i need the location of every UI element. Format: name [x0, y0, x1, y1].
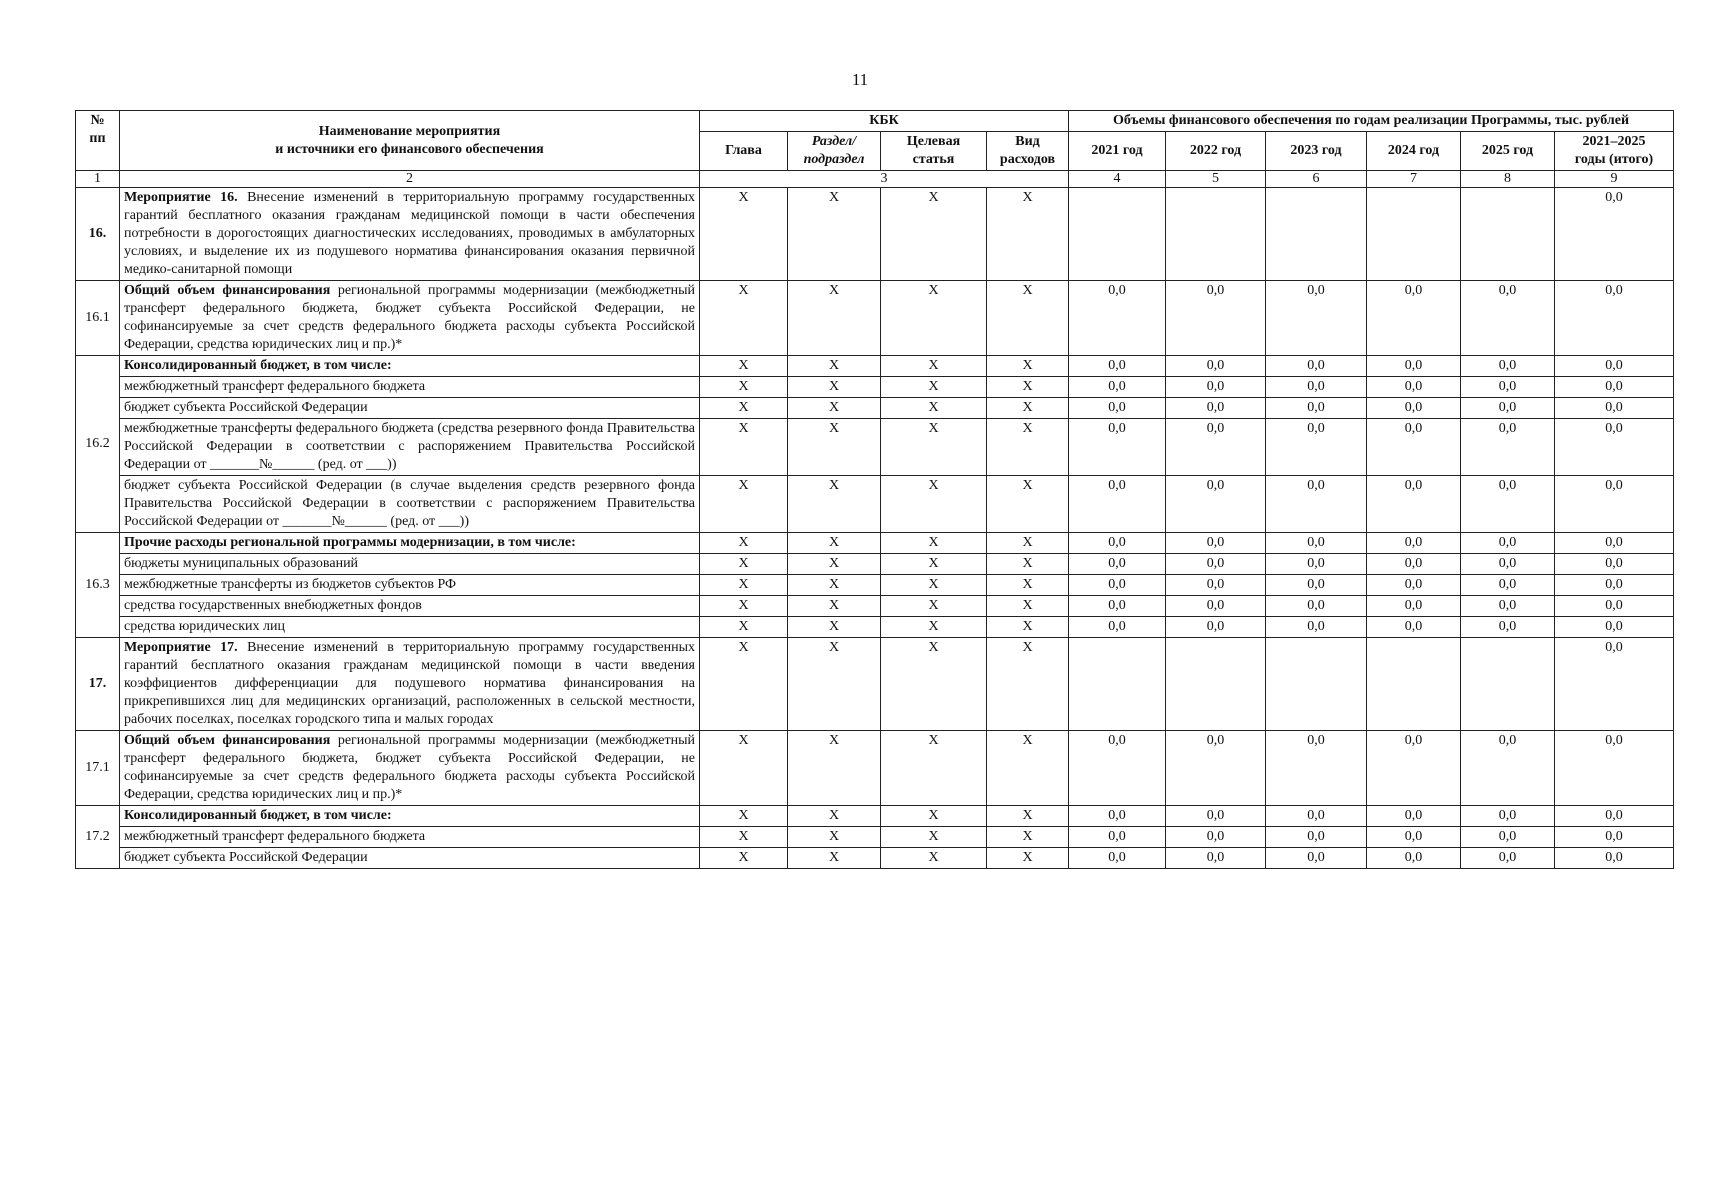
cell-value: 0,0	[1555, 575, 1674, 596]
cell-value: 0,0	[1555, 188, 1674, 281]
cell-value: 0,0	[1166, 554, 1266, 575]
cell-x: X	[788, 617, 881, 638]
cell-value: 0,0	[1266, 554, 1367, 575]
table-row	[76, 638, 1674, 731]
table-row	[76, 554, 1674, 575]
cell-value: 0,0	[1266, 356, 1367, 377]
cell-x: X	[788, 533, 881, 554]
cell-value: 0,0	[1367, 827, 1461, 848]
cell-x: X	[881, 848, 987, 869]
cell-value: 0,0	[1367, 281, 1461, 356]
cell-empty	[1367, 188, 1461, 281]
cell-value: 0,0	[1461, 356, 1555, 377]
cell-value: 0,0	[1367, 575, 1461, 596]
cell-value: 0,0	[1166, 533, 1266, 554]
cell-value: 0,0	[1461, 419, 1555, 476]
cell-x: X	[700, 281, 788, 356]
row-name: межбюджетный трансферт федерального бюджета	[120, 827, 700, 848]
row-name-text: Внесение изменений в территориальную программу государственных гарантий бесплатного оказания гражданам медицинской помощи в части обеспечения потребности в дорогостоящих диагностических исследованиях, проводимых в амбулаторных условиях, и выделение их из подушевого норматива финансирования оказания первичной медико-санитарной помощи	[124, 190, 695, 277]
cell-x: X	[700, 638, 788, 731]
cell-value: 0,0	[1166, 281, 1266, 356]
page-number: 11	[851, 70, 869, 89]
table-row	[76, 398, 1674, 419]
row-name: Консолидированный бюджет, в том числе:	[120, 356, 700, 377]
header-kbk: КБК	[700, 111, 1069, 132]
cell-empty	[1166, 638, 1266, 731]
cell-x: X	[700, 476, 788, 533]
cell-x: X	[788, 806, 881, 827]
col-index: 3	[700, 171, 1069, 188]
cell-value: 0,0	[1461, 377, 1555, 398]
cell-x: X	[700, 533, 788, 554]
cell-x: X	[987, 398, 1069, 419]
cell-x: X	[788, 398, 881, 419]
cell-x: X	[788, 731, 881, 806]
row-name: бюджет субъекта Российской Федерации	[120, 398, 700, 419]
cell-value: 0,0	[1461, 827, 1555, 848]
cell-x: X	[788, 356, 881, 377]
row-number: 16.3	[76, 533, 120, 638]
cell-x: X	[788, 575, 881, 596]
cell-value: 0,0	[1266, 419, 1367, 476]
cell-x: X	[881, 281, 987, 356]
cell-value: 0,0	[1166, 731, 1266, 806]
cell-x: X	[881, 806, 987, 827]
cell-value: 0,0	[1555, 731, 1674, 806]
header-volumes: Объемы финансового обеспечения по годам реализации Программы, тыс. рублей	[1069, 111, 1674, 132]
cell-x: X	[700, 554, 788, 575]
cell-x: X	[881, 188, 987, 281]
header-total: 2021–2025 годы (итого)	[1555, 132, 1674, 171]
header-vid: Вид расходов	[987, 132, 1069, 171]
cell-value: 0,0	[1266, 596, 1367, 617]
cell-empty	[1069, 188, 1166, 281]
cell-x: X	[788, 281, 881, 356]
header-2022: 2022 год	[1166, 132, 1266, 171]
cell-value: 0,0	[1461, 575, 1555, 596]
cell-empty	[1461, 638, 1555, 731]
cell-value: 0,0	[1555, 806, 1674, 827]
cell-value: 0,0	[1166, 575, 1266, 596]
cell-value: 0,0	[1166, 806, 1266, 827]
financing-table	[75, 110, 1674, 869]
cell-value: 0,0	[1166, 377, 1266, 398]
cell-x: X	[788, 848, 881, 869]
cell-x: X	[881, 356, 987, 377]
cell-value: 0,0	[1367, 806, 1461, 827]
cell-x: X	[700, 731, 788, 806]
cell-x: X	[987, 806, 1069, 827]
column-index-row	[76, 171, 1674, 188]
table-row	[76, 827, 1674, 848]
header-celevaya: Целевая статья	[881, 132, 987, 171]
cell-x: X	[788, 554, 881, 575]
cell-value: 0,0	[1555, 281, 1674, 356]
table-row	[76, 575, 1674, 596]
cell-value: 0,0	[1069, 281, 1166, 356]
cell-value: 0,0	[1166, 596, 1266, 617]
col-index: 5	[1166, 171, 1266, 188]
cell-x: X	[987, 419, 1069, 476]
row-name: межбюджетный трансферт федерального бюджета	[120, 377, 700, 398]
cell-empty	[1266, 638, 1367, 731]
cell-x: X	[700, 617, 788, 638]
cell-value: 0,0	[1461, 806, 1555, 827]
row-name	[120, 731, 700, 806]
cell-value: 0,0	[1555, 596, 1674, 617]
cell-value: 0,0	[1555, 419, 1674, 476]
cell-value: 0,0	[1555, 827, 1674, 848]
header-2021: 2021 год	[1069, 132, 1166, 171]
cell-value: 0,0	[1069, 554, 1166, 575]
cell-x: X	[881, 419, 987, 476]
cell-x: X	[788, 827, 881, 848]
cell-x: X	[700, 596, 788, 617]
header-glava: Глава	[700, 132, 788, 171]
col-index: 8	[1461, 171, 1555, 188]
cell-value: 0,0	[1367, 419, 1461, 476]
table-row	[76, 533, 1674, 554]
cell-x: X	[700, 356, 788, 377]
cell-x: X	[987, 827, 1069, 848]
cell-x: X	[700, 188, 788, 281]
row-name-bold: Мероприятие 16.	[124, 190, 238, 205]
cell-value: 0,0	[1266, 617, 1367, 638]
row-name: средства юридических лиц	[120, 617, 700, 638]
row-number: 17.1	[76, 731, 120, 806]
row-number: 17.	[76, 638, 120, 731]
table-row	[76, 806, 1674, 827]
cell-empty	[1069, 638, 1166, 731]
cell-empty	[1367, 638, 1461, 731]
row-number: 16.2	[76, 356, 120, 533]
cell-value: 0,0	[1367, 596, 1461, 617]
table-row	[76, 188, 1674, 281]
cell-value: 0,0	[1166, 617, 1266, 638]
row-number: 16.1	[76, 281, 120, 356]
cell-value: 0,0	[1461, 398, 1555, 419]
cell-x: X	[987, 281, 1069, 356]
cell-x: X	[987, 554, 1069, 575]
table-row	[76, 731, 1674, 806]
cell-value: 0,0	[1266, 575, 1367, 596]
cell-value: 0,0	[1461, 554, 1555, 575]
cell-x: X	[881, 827, 987, 848]
header-name: Наименование мероприятия и источники его финансового обеспечения	[120, 111, 700, 171]
cell-value: 0,0	[1069, 533, 1166, 554]
row-name-text: Внесение изменений в территориальную программу государственных гарантий бесплатного оказания гражданам медицинской помощи в части введения коэффициентов дифференциации для подушевого норматива финансирования на прикрепившихся лиц для медицинских организаций, расположенных в сельской местности, рабочих поселках, поселках городского типа и малых городах	[124, 640, 695, 727]
cell-x: X	[987, 575, 1069, 596]
cell-empty	[1266, 188, 1367, 281]
cell-value: 0,0	[1367, 377, 1461, 398]
cell-x: X	[700, 377, 788, 398]
row-name-bold: Мероприятие 17.	[124, 640, 238, 655]
cell-x: X	[987, 533, 1069, 554]
cell-x: X	[987, 188, 1069, 281]
cell-value: 0,0	[1166, 398, 1266, 419]
cell-x: X	[987, 356, 1069, 377]
cell-value: 0,0	[1166, 827, 1266, 848]
row-name: бюджеты муниципальных образований	[120, 554, 700, 575]
cell-value: 0,0	[1069, 356, 1166, 377]
cell-value: 0,0	[1555, 377, 1674, 398]
cell-value: 0,0	[1555, 398, 1674, 419]
col-index: 7	[1367, 171, 1461, 188]
cell-value: 0,0	[1367, 398, 1461, 419]
row-name-text: региональной программы модернизации (межбюджетный трансферт федерального бюджета, бюджет субъекта Российской Федерации, не софинансируемые за счет средств федерального бюджета расходы субъекта Российской Федерации, средства юридических лиц и пр.)*	[124, 733, 695, 802]
col-index: 9	[1555, 171, 1674, 188]
col-index: 6	[1266, 171, 1367, 188]
cell-value: 0,0	[1069, 419, 1166, 476]
header-no: № пп	[76, 111, 120, 171]
cell-x: X	[881, 476, 987, 533]
cell-x: X	[881, 377, 987, 398]
cell-x: X	[788, 476, 881, 533]
cell-x: X	[987, 638, 1069, 731]
row-name: средства государственных внебюджетных фондов	[120, 596, 700, 617]
header-2024: 2024 год	[1367, 132, 1461, 171]
cell-value: 0,0	[1166, 356, 1266, 377]
cell-value: 0,0	[1266, 731, 1367, 806]
row-name	[120, 638, 700, 731]
cell-x: X	[700, 419, 788, 476]
cell-value: 0,0	[1069, 848, 1166, 869]
cell-value: 0,0	[1367, 533, 1461, 554]
cell-value: 0,0	[1069, 806, 1166, 827]
cell-value: 0,0	[1266, 377, 1367, 398]
cell-value: 0,0	[1166, 848, 1266, 869]
cell-x: X	[700, 827, 788, 848]
cell-x: X	[881, 596, 987, 617]
cell-value: 0,0	[1069, 617, 1166, 638]
row-number: 16.	[76, 188, 120, 281]
cell-x: X	[987, 731, 1069, 806]
cell-x: X	[987, 377, 1069, 398]
cell-value: 0,0	[1069, 398, 1166, 419]
cell-x: X	[881, 554, 987, 575]
row-name	[120, 281, 700, 356]
cell-x: X	[881, 617, 987, 638]
cell-empty	[1166, 188, 1266, 281]
cell-x: X	[881, 731, 987, 806]
cell-x: X	[700, 398, 788, 419]
cell-x: X	[700, 848, 788, 869]
cell-value: 0,0	[1555, 476, 1674, 533]
cell-x: X	[987, 848, 1069, 869]
cell-value: 0,0	[1069, 575, 1166, 596]
cell-value: 0,0	[1166, 476, 1266, 533]
cell-value: 0,0	[1266, 476, 1367, 533]
cell-x: X	[987, 617, 1069, 638]
cell-x: X	[881, 575, 987, 596]
cell-value: 0,0	[1555, 638, 1674, 731]
cell-value: 0,0	[1461, 848, 1555, 869]
table-row	[76, 377, 1674, 398]
cell-value: 0,0	[1266, 281, 1367, 356]
cell-value: 0,0	[1555, 554, 1674, 575]
cell-value: 0,0	[1461, 281, 1555, 356]
cell-x: X	[788, 419, 881, 476]
row-name: Консолидированный бюджет, в том числе:	[120, 806, 700, 827]
row-name: Прочие расходы региональной программы модернизации, в том числе:	[120, 533, 700, 554]
cell-value: 0,0	[1069, 377, 1166, 398]
cell-value: 0,0	[1555, 617, 1674, 638]
table-row	[76, 476, 1674, 533]
col-index: 1	[76, 171, 120, 188]
cell-x: X	[881, 533, 987, 554]
row-name: бюджет субъекта Российской Федерации	[120, 848, 700, 869]
table-row	[76, 281, 1674, 356]
cell-x: X	[700, 575, 788, 596]
cell-x: X	[881, 638, 987, 731]
cell-value: 0,0	[1461, 731, 1555, 806]
cell-value: 0,0	[1266, 398, 1367, 419]
cell-value: 0,0	[1069, 731, 1166, 806]
row-name: межбюджетные трансферты федерального бюджета (средства резервного фонда Правительства Российской Федерации в соответствии с распоряжением Правительства Российской Федерации от _______№______ (ред. от ___))	[120, 419, 700, 476]
cell-value: 0,0	[1367, 617, 1461, 638]
row-number: 17.2	[76, 806, 120, 869]
cell-value: 0,0	[1069, 596, 1166, 617]
cell-value: 0,0	[1266, 806, 1367, 827]
cell-value: 0,0	[1367, 554, 1461, 575]
cell-x: X	[788, 188, 881, 281]
cell-value: 0,0	[1555, 356, 1674, 377]
cell-value: 0,0	[1555, 533, 1674, 554]
cell-value: 0,0	[1367, 356, 1461, 377]
table-row	[76, 596, 1674, 617]
cell-x: X	[987, 596, 1069, 617]
cell-value: 0,0	[1367, 848, 1461, 869]
cell-x: X	[788, 377, 881, 398]
cell-x: X	[700, 806, 788, 827]
cell-value: 0,0	[1461, 596, 1555, 617]
row-name: бюджет субъекта Российской Федерации (в случае выделения средств резервного фонда Правительства Российской Федерации в соответствии с распоряжением Правительства Российской Федерации от _______№______ (ред. от ___))	[120, 476, 700, 533]
cell-x: X	[987, 476, 1069, 533]
cell-value: 0,0	[1367, 731, 1461, 806]
row-name-text: региональной программы модернизации (межбюджетный трансферт федерального бюджета, бюджет субъекта Российской Федерации, не софинансируемые за счет средств федерального бюджета расходы субъекта Российской Федерации, средства юридических лиц и пр.)*	[124, 283, 695, 352]
cell-value: 0,0	[1266, 848, 1367, 869]
row-name-bold: Общий объем финансирования	[124, 283, 331, 298]
header-2023: 2023 год	[1266, 132, 1367, 171]
cell-value: 0,0	[1069, 476, 1166, 533]
cell-value: 0,0	[1266, 827, 1367, 848]
cell-value: 0,0	[1461, 533, 1555, 554]
table-row	[76, 617, 1674, 638]
cell-value: 0,0	[1367, 476, 1461, 533]
cell-value: 0,0	[1461, 476, 1555, 533]
col-index: 2	[120, 171, 700, 188]
cell-value: 0,0	[1266, 533, 1367, 554]
header-razdel: Раздел/ подраздел	[788, 132, 881, 171]
table-row	[76, 356, 1674, 377]
header-2025: 2025 год	[1461, 132, 1555, 171]
cell-x: X	[881, 398, 987, 419]
table-row	[76, 848, 1674, 869]
col-index: 4	[1069, 171, 1166, 188]
cell-value: 0,0	[1461, 617, 1555, 638]
row-name-bold: Общий объем финансирования	[124, 733, 331, 748]
cell-x: X	[788, 638, 881, 731]
row-name: межбюджетные трансферты из бюджетов субъектов РФ	[120, 575, 700, 596]
row-name	[120, 188, 700, 281]
cell-value: 0,0	[1069, 827, 1166, 848]
cell-value: 0,0	[1166, 419, 1266, 476]
cell-x: X	[788, 596, 881, 617]
cell-empty	[1461, 188, 1555, 281]
cell-value: 0,0	[1555, 848, 1674, 869]
table-row	[76, 419, 1674, 476]
